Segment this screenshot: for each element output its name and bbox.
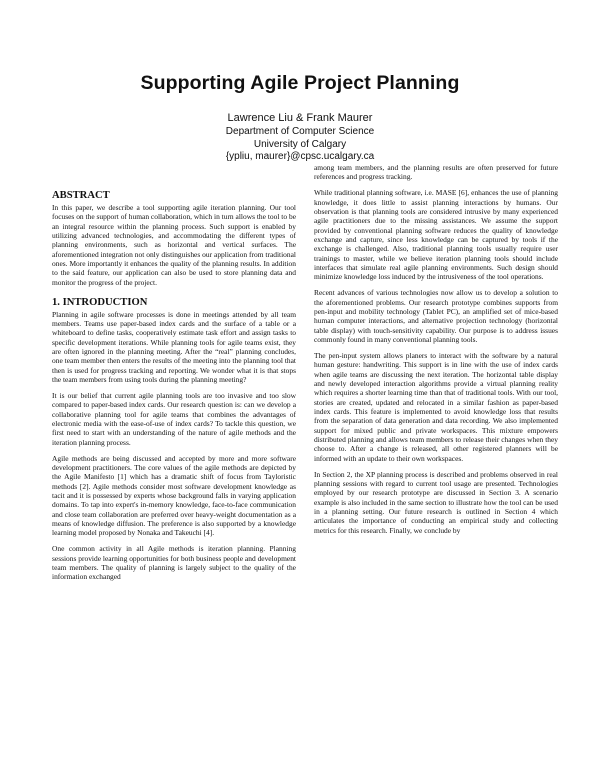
abstract-text: In this paper, we describe a tool supporting agile iteration planning. Our tool focuses on the support of human collaboration, which in turn allows the tool to be an integral resource within the planning process. Such support is enabled by utilizing advanced technologies, and accommodating the different types of planning environments, such as horizontal and vertical surfaces. The aforementioned integration not only distinguishes our application from traditional ones. More importantly it enhances the quality of the planning results. In addition to the said feature, our application can also be used to store planning data and monitor the progress of the project. (52, 203, 296, 287)
intro-paragraph: Agile methods are being discussed and accepted by more and more software development practitioners. The core values of the agile methods are depicted by the Agile Manifesto [1] which has a dramatic shift of focus from Tayloristic methods [2]. Agile methods consider most software development knowledge as tacit and it is possessed by experts whose background falls in varying application domains. To tap into expert's in-memory knowledge, face-to-face communication and close team collaboration are preferred over heavy-weight documentation as a means of knowledge diffusion. The preference is also supported by a knowledge learning model proposed by Nonaka and Takeuchi [4]. (52, 453, 296, 538)
paper-title: Supporting Agile Project Planning (140, 72, 460, 94)
right-column (314, 163, 558, 542)
author-names: Lawrence Liu & Frank Maurer (227, 112, 373, 124)
author-email: {ypliu, maurer}@cpsc.ucalgary.ca (225, 151, 375, 163)
author-department: Department of Computer Science (225, 126, 375, 138)
intro-paragraph: It is our belief that current agile planning tools are too invasive and too slow compared to paper-based index cards. Our research question is: can we develop a collaborative planning tool for agile teams that combines the advantages of electronic media with the ease-of-use of index cards? To tackle this question, we first need to start with an understanding of the nature of agile methods and the iteration planning process. (52, 391, 296, 447)
abstract-heading: ABSTRACT (52, 190, 110, 201)
body-paragraph: among team members, and the planning results are often preserved for future references and progress tracking. (314, 163, 558, 182)
introduction-heading: 1. INTRODUCTION (52, 296, 148, 308)
intro-paragraph: Planning in agile software processes is done in meetings attended by all team members. Teams use paper-based index cards and the surface of a table or a whiteboard to define tasks, cooperatively estimate task effort and assign tasks to specific development iterations. While planning tools for agile teams exist, they are often ignored in the planning meeting. After the “real” planning concludes, one team member then enters the results of the meeting into the planning tool that then is used for progress tracking and reporting. We wonder what it is that stops the team members from using tools during the planning meeting? (52, 309, 296, 385)
author-university: University of Calgary (253, 138, 347, 150)
body-paragraph: Recent advances of various technologies now allow us to develop a solution to the aforementioned problems. Our research prototype combines supports from pen-input and mobility technology (Tablet PC), an amplified set of mice-based human computer interactions, and alternative projection technology (horizontal table display) with touch-sensitivity capability. Our purpose is to address issues commonly found in many conventional planning tools. (314, 288, 558, 345)
body-paragraph: The pen-input system allows planers to interact with the software by a natural human gesture: handwriting. This support is in line with the use of index cards when agile teams are discussing the next iteration. The horizontal table display and newly developed interaction algorithms provide a virtual planning reality which requires a shorter learning time than that of traditional tools. With our tool, stories are created, updated and relocated in a similar fashion as paper-based index cards. This feature is implemented to avoid knowledge loss that results from the separation of data generation and data recording. We also implemented support for mixed public and private workspaces. This mixture empowers distributed planning and allows team members to release their changes when they choose to. After a change is released, all other registered planners will be informed with an update to their own workspaces. (314, 350, 558, 463)
body-paragraph: In Section 2, the XP planning process is described and problems observed in real planning sessions with regard to current tool usage are presented. Technologies employed by our research prototype are discussed in Section 3. A scenario example is also included in the same section to illustrate how the tool can be used in a planning setting. Our future research is outlined in Section 4 which articulates the importance of conducting an empirical study and collecting metrics for this research. Finally, we conclude by (314, 469, 558, 535)
intro-paragraph: One common activity in all Agile methods is iteration planning. Planning sessions provide learning opportunities for both business people and development team members. The quality of planning is largely subject to the quality of the information exchanged (52, 544, 296, 582)
author-block (0, 112, 600, 164)
body-paragraph: While traditional planning software, i.e. MASE [6], enhances the use of planning knowledge, it does little to assist planning interactions by humans. Our observation is that planning tools are considered intrusive by many experienced agile practitioners due to the missing assistances. We assume the support provided by conventional planning software reduces the quality of knowledge exchange and capture, since less knowledge can be captured by tools if the exchange is challenged. Also, traditional planning tools usually require user trainings to master, while we believe iteration planning tools should include interfaces that simulate real agile planning environments. Such design should minimize knowledge loss induced by the intrusiveness of the tool operations. (314, 188, 558, 282)
left-column (52, 190, 296, 588)
